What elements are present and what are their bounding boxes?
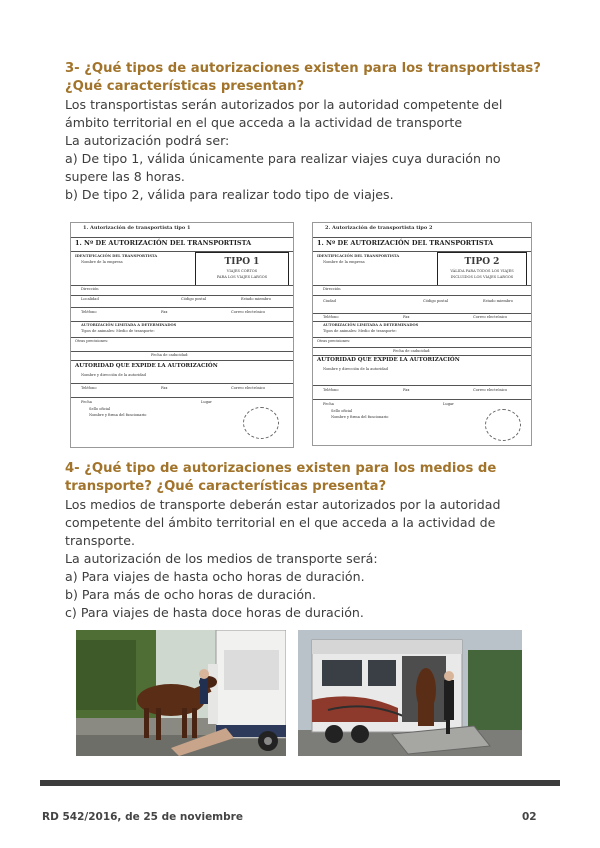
form-section-2: IDENTIFICACIÓN DEL TRANSPORTISTA <box>317 254 400 258</box>
tipo-label: TIPO 2 <box>464 257 500 267</box>
list-item-a: a) Para viajes de hasta ocho horas de duración. <box>65 569 365 584</box>
tipo-sub: PARA LOS VIAJES LARGOS <box>216 275 268 279</box>
form-field-label: Fax <box>403 315 410 319</box>
form-field-label: Dirección <box>323 287 341 291</box>
authorization-form-type1 <box>70 222 294 448</box>
form-field-label: Sello oficial <box>89 407 111 411</box>
list-item-a-cont: supere las 8 horas. <box>65 169 185 184</box>
tipo-sub: VIAJES CORTOS <box>226 269 258 273</box>
paragraph: competente del ámbito territorial en el que acceda a la actividad de <box>65 515 496 530</box>
form-field-label: Teléfono <box>81 386 97 390</box>
form-field-label: Otras precisiones: <box>317 339 351 343</box>
form-field-label: Correo electrónico <box>231 310 266 314</box>
form-field-label: Tipos de animales: Medio de transporte: <box>323 329 397 333</box>
paragraph: Los transportistas serán autorizados por la autoridad competente del <box>65 97 503 112</box>
form-field-label: Estado miembro <box>241 297 271 301</box>
form-section-4: AUTORIDAD QUE EXPIDE LA AUTORIZACIÓN <box>75 363 218 369</box>
form-field-label: Teléfono <box>81 310 97 314</box>
page-number: 02 <box>522 811 537 823</box>
form-field-label: Ciudad <box>323 299 336 303</box>
form-header: 1. Nº DE AUTORIZACIÓN DEL TRANSPORTISTA <box>75 239 252 247</box>
tipo-sub: INCLUIDOS LOS VIAJES LARGOS <box>450 275 514 279</box>
horse-trailer-illustration <box>76 630 286 756</box>
form-field-label: Nombre y firma del funcionario <box>89 413 147 417</box>
form-field-label: Dirección <box>81 287 99 291</box>
photo-horse-trailer <box>76 630 286 756</box>
form-section-3: AUTORIZACIÓN LIMITADA A DETERMINADOS <box>81 323 177 327</box>
question-3-line2: ¿Qué características presentan? <box>65 79 305 94</box>
tipo-box <box>437 252 527 286</box>
paragraph: La autorización de los medios de transporte será: <box>65 551 378 566</box>
official-stamp <box>485 409 521 441</box>
paragraph: ámbito territorial en el que acceda a la actividad de transporte <box>65 115 463 130</box>
form-field-label: Correo electrónico <box>473 388 508 392</box>
list-item-b: b) Para más de ocho horas de duración. <box>65 587 317 602</box>
form-field-label: Fecha <box>323 402 334 406</box>
form-section-4: AUTORIDAD QUE EXPIDE LA AUTORIZACIÓN <box>317 357 460 363</box>
form-field-label: Otras precisiones: <box>75 339 109 343</box>
section-4 <box>65 460 545 622</box>
form-field-label: Fecha de caducidad: <box>393 349 431 353</box>
authorization-form-type2 <box>312 222 532 446</box>
section-3 <box>65 60 545 204</box>
form-field-label: Nombre y firma del funcionario <box>331 415 389 419</box>
form-field-label: Teléfono <box>323 315 339 319</box>
official-stamp <box>243 407 279 439</box>
form-field-label: Localidad <box>81 297 99 301</box>
form-field-label: Estado miembro <box>483 299 513 303</box>
form-field-label: Fax <box>161 310 168 314</box>
form-field-label: Nombre y dirección de la autoridad <box>323 367 388 371</box>
form-field-label: Correo electrónico <box>231 386 266 390</box>
paragraph: Los medios de transporte deberán estar autorizados por la autoridad <box>65 497 501 512</box>
question-4-line2: transporte? ¿Qué características presenta? <box>65 479 387 494</box>
list-item-c: c) Para viajes de hasta doce horas de duración. <box>65 605 364 620</box>
tipo-box <box>195 252 289 286</box>
form-field-label: Fecha de caducidad: <box>151 353 189 357</box>
form-field-label: Correo electrónico <box>473 315 508 319</box>
form-caption: 1. Autorización de transportista tipo 1 <box>83 225 191 231</box>
tipo-sub: VÁLIDA PARA TODOS LOS VIAJES <box>450 269 514 273</box>
photo-horse-truck <box>298 630 522 756</box>
form-field-label: Nombre de la empresa <box>323 260 365 264</box>
footer-divider <box>40 780 560 786</box>
list-item-a: a) De tipo 1, válida únicamente para realizar viajes cuya duración no <box>65 151 501 166</box>
form-field-label: Nombre y dirección de la autoridad <box>81 373 146 377</box>
form-field-label: Teléfono <box>323 388 339 392</box>
list-item-b: b) De tipo 2, válida para realizar todo tipo de viajes. <box>65 187 394 202</box>
form-field-label: Lugar <box>443 402 454 406</box>
form-field-label: Fax <box>403 388 410 392</box>
tipo-label: TIPO 1 <box>224 257 260 267</box>
question-3-line1: 3- ¿Qué tipos de autorizaciones existen para los transportistas? <box>65 61 541 76</box>
horse-truck-illustration <box>298 630 522 756</box>
form-caption: 2. Autorización de transportista tipo 2 <box>325 225 433 231</box>
form-header: 1. Nº DE AUTORIZACIÓN DEL TRANSPORTISTA <box>317 239 494 247</box>
form-field-label: Fecha <box>81 400 92 404</box>
footer-reference: RD 542/2016, de 25 de noviembre <box>42 811 243 823</box>
form-field-label: Fax <box>161 386 168 390</box>
form-field-label: Código postal <box>423 299 449 303</box>
paragraph: La autorización podrá ser: <box>65 133 230 148</box>
paragraph: transporte. <box>65 533 135 548</box>
form-field-label: Lugar <box>201 400 212 404</box>
form-field-label: Código postal <box>181 297 207 301</box>
question-4-line1: 4- ¿Qué tipo de autorizaciones existen para los medios de <box>65 461 497 476</box>
form-section-3: AUTORIZACIÓN LIMITADA A DETERMINADOS <box>323 323 419 327</box>
form-section-2: IDENTIFICACIÓN DEL TRANSPORTISTA <box>75 254 158 258</box>
form-field-label: Nombre de la empresa <box>81 260 123 264</box>
form-field-label: Sello oficial <box>331 409 353 413</box>
form-field-label: Tipos de animales: Medio de transporte: <box>81 329 155 333</box>
